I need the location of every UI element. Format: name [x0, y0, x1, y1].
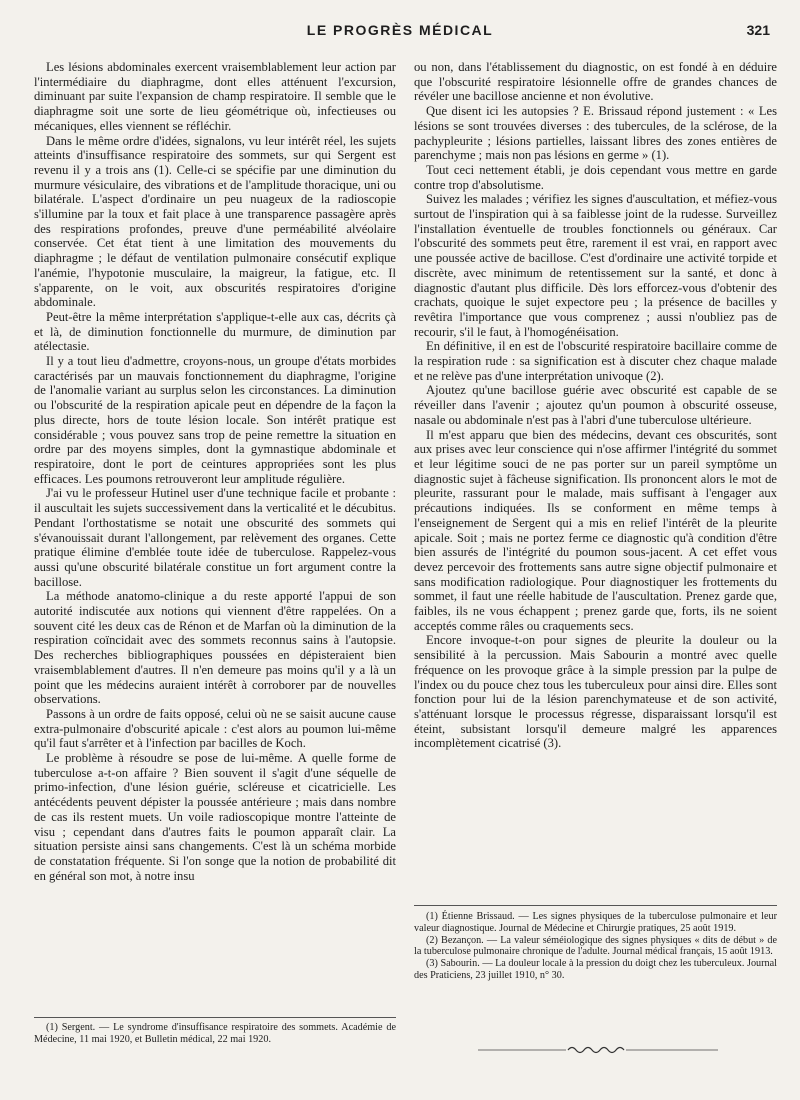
right-footnotes: [414, 905, 777, 982]
journal-title: LE PROGRÈS MÉDICAL: [306, 22, 494, 38]
left-footnotes: [34, 1017, 396, 1045]
paragraph: ou non, dans l'établissement du diagnostic, on est fondé à en déduire que l'obscurité respiratoire lésionnelle offre de grandes chances de révéler une bacillose ancienne et non évolutive.: [414, 60, 777, 104]
paragraph: Ajoutez qu'une bacillose guérie avec obscurité est capable de se réveiller dans l'avenir ; ajoutez qu'un poumon à obscurité osseuse, nasale ou abdominale n'est pas à l'abri d'une tuberculose ultérieure.: [414, 383, 777, 427]
footnote: (1) Sergent. — Le syndrome d'insuffisance respiratoire des sommets. Académie de Médecine, 11 mai 1920, et Bulletin médical, 22 mai 1920.: [34, 1022, 396, 1045]
paragraph: En définitive, il en est de l'obscurité respiratoire bacillaire comme de la respiration rude : sa signification est à discuter chez chaque malade et ne relève pas d'une interprétation univoque (2).: [414, 339, 777, 383]
paragraph: Suivez les malades ; vérifiez les signes d'auscultation, et méfiez-vous surtout de l'inspiration qui à sa faiblesse joint de la rudesse. Surveillez l'installation éventuelle de troubles fonctionnels ou généraux. Car l'obscurité des sommets peut être, rarement il est vrai, en rapport avec une poussée active de bacillose. C'est d'ordinaire une activité torpide et discrète, avec minimum de retentissement sur la santé, et donc à diagnostic d'autant plus difficile. Dès lors efforcez-vous d'obtenir des crachats, quoique le sujet expectore peu ; la présence de bacilles y revêtira l'importance que vous comprenez ; aussi n'oubliez pas de recourir, s'il le faut, à l'homogénéisation.: [414, 192, 777, 339]
left-column: [34, 60, 396, 883]
paragraph: Passons à un ordre de faits opposé, celui où ne se saisit aucune cause extra-pulmonaire d'obscurité apicale : c'est alors au poumon lui-même qu'il faut s'arrêter et à l'infection par bacilles de Koch.: [34, 706, 396, 751]
paragraph: Les lésions abdominales exercent vraisemblablement leur action par l'intermédiaire du diaphragme, dont elles atténuent l'excursion, diminuant par suite l'expansion de champ respiratoire. Il semble que le diaphragme soit une sorte de lieu géométrique où, infectieuses ou mécaniques, elles viennent se réfléchir.: [34, 60, 396, 133]
paragraph: Encore invoque-t-on pour signes de pleurite la douleur ou la sensibilité à la percussion. Mais Sabourin a montré avec quelle fréquence on les provoque grâce à la simple pression par la pulpe de l'index ou du pouce chez tous les tuberculeux pour ainsi dire. Elles sont fonction pour lui de la lésion parenchymateuse et de son activité, s'atténuant lorsque le processus régresse, disparaissant lorsqu'il est éteint, subsistant lorsqu'il demeure malgré les apparences incomplètement cicatrisé (3).: [414, 633, 777, 751]
footnote: (1) Étienne Brissaud. — Les signes physiques de la tuberculose pulmonaire et leur valeur diagnostique. Journal de Médecine et Chirurgie pratiques, 25 août 1919.: [414, 911, 777, 934]
flourish-ornament-icon: [478, 1045, 718, 1055]
paragraph: Il m'est apparu que bien des médecins, devant ces obscurités, sont aux prises avec leur conscience qui n'ose affirmer l'intégrité du sommet et leur légitime souci de ne pas porter sur un pareil symptôme un diagnostic sujet à fâcheuse signification. Ils prononcent alors le mot de pleurite, rassurant pour le malade, mais suffisant à l'engager aux précautions indiquées. Ils se conforment en même temps à l'enseignement de Sergent qui a mis en relief l'intérêt de la pleurite apicale. Soit ; mais ne portez ferme ce diagnostic qu'à condition d'être bien assurés de l'intégrité du poumon sous-jacent. A cet effet vous devez percevoir des frottements sans autre signe objectif pulmonaire et sans modification radiologique. Pour diagnostiquer les frottements du sommet, il faut une réelle habitude de l'auscultation. Prenez garde que, faibles, ils ne vous échappent ; prenez garde que, forts, ils ne soient acceptés comme râles ou craquements secs.: [414, 427, 777, 633]
paragraph: Le problème à résoudre se pose de lui-même. A quelle forme de tuberculose a-t-on affaire ? Bien souvent il s'agit d'une séquelle de primo-infection, d'une lésion guérie, scléreuse et cicatricielle. Les antécédents peuvent dépister la poussée antérieure ; mais dans nombre de cas ils restent muets. Un voile radioscopique montre l'atteinte de visu ; cependant dans d'autres faits le poumon apparaît clair. La situation persiste ainsi sans changements. C'est là un schéma morbide de constatation fréquente. Si l'on songe que la notion de probabilité dit en général son mot, à notre insu: [34, 751, 396, 883]
paragraph: J'ai vu le professeur Hutinel user d'une technique facile et probante : il auscultait les sujets successivement dans la verticalité et le décubitus. Pendant l'orthostatisme se notait une obscurité des sommets qui s'évanouissait durant l'allongement, par relèvement des organes. Cette pratique élimine d'emblée toute idée de tuberculose. Rappelez-vous aussi qu'une obscurité bilatérale constitue un fort argument contre la bacillose.: [34, 486, 396, 589]
paragraph: Que disent ici les autopsies ? E. Brissaud répond justement : « Les lésions se sont trouvées diverses : des tubercules, de la sclérose, de la pachypleurite ; lésions partielles, laissant libres des zones entières de parenchyme ; mais non pas lésions en germe » (1).: [414, 104, 777, 163]
running-header: [30, 22, 770, 42]
paragraph: Dans le même ordre d'idées, signalons, vu leur intérêt réel, les sujets atteints d'insuffisance respiratoire des sommets, sur qui Sergent est revenu il y a trois ans (1). Celle-ci se spécifie par une diminution du murmure vésiculaire, des vibrations et de l'amplitude thoracique, uni ou bilatérale. L'aspect d'ordinaire un peu nuageux de la radioscopie s'illumine par la toux et fait place à une transparence passagère après des respirations profondes, preuve d'une perméabilité alvéolaire conservée. Cet état tient à une limitation des mouvements du diaphragme ; le défaut de ventilation pulmonaire consécutif explique l'anémie, l'hypotonie musculaire, la maigreur, la fatigue, etc. Il s'apparente, on le voit, aux obscurités respiratoires d'origine abdominale.: [34, 133, 396, 310]
footnote: (2) Bezançon. — La valeur séméiologique des signes physiques « dits de début » de la tuberculose pulmonaire chronique de l'adulte. Journal médical français, 15 août 1913.: [414, 934, 777, 958]
footnote: (3) Sabourin. — La douleur locale à la pression du doigt chez les tuberculeux. Journal des Praticiens, 23 juillet 1910, n° 30.: [414, 958, 777, 981]
paragraph: Il y a tout lieu d'admettre, croyons-nous, un groupe d'états morbides caractérisés par un mauvais fonctionnement du diaphragme, l'origine de l'anomalie variant au surplus selon les circonstances. La diminution ou l'obscurité de la respiration apicale peut en dépendre de la façon la plus directe, hors de toute lésion locale. Son intérêt pratique est considérable ; vous pouvez sans trop de peine remettre la situation en ordre par des moyens simples, dont la gymnastique abdominale et respiratoire, dont le port de ceintures appropriées sont les plus efficaces. Les poumons retrouveront leur amplitude régulière.: [34, 354, 396, 486]
paragraph: Peut-être la même interprétation s'applique-t-elle aux cas, décrits çà et là, de diminution fonctionnelle du murmure, de diminution par atélectasie.: [34, 309, 396, 354]
paragraph: La méthode anatomo-clinique a du reste apporté l'appui de son autorité indiscutée aux notions qui viennent d'être rappelées. On a souvent cité les deux cas de Rénon et de Marfan où la diminution de la respiration coïncidait avec des sommets reconnus sains à l'autopsie. Des recherches bibliographiques poussées en dépisteraient bien vraisemblablement d'autres. Il n'en demeure pas moins qu'il y a là un point que les médecins auraient intérêt à corroborer par de nouvelles observations.: [34, 589, 396, 707]
paragraph: Tout ceci nettement établi, je dois cependant vous mettre en garde contre trop d'absolutisme.: [414, 162, 777, 192]
right-column: [414, 60, 777, 751]
page-number: 321: [746, 22, 770, 38]
